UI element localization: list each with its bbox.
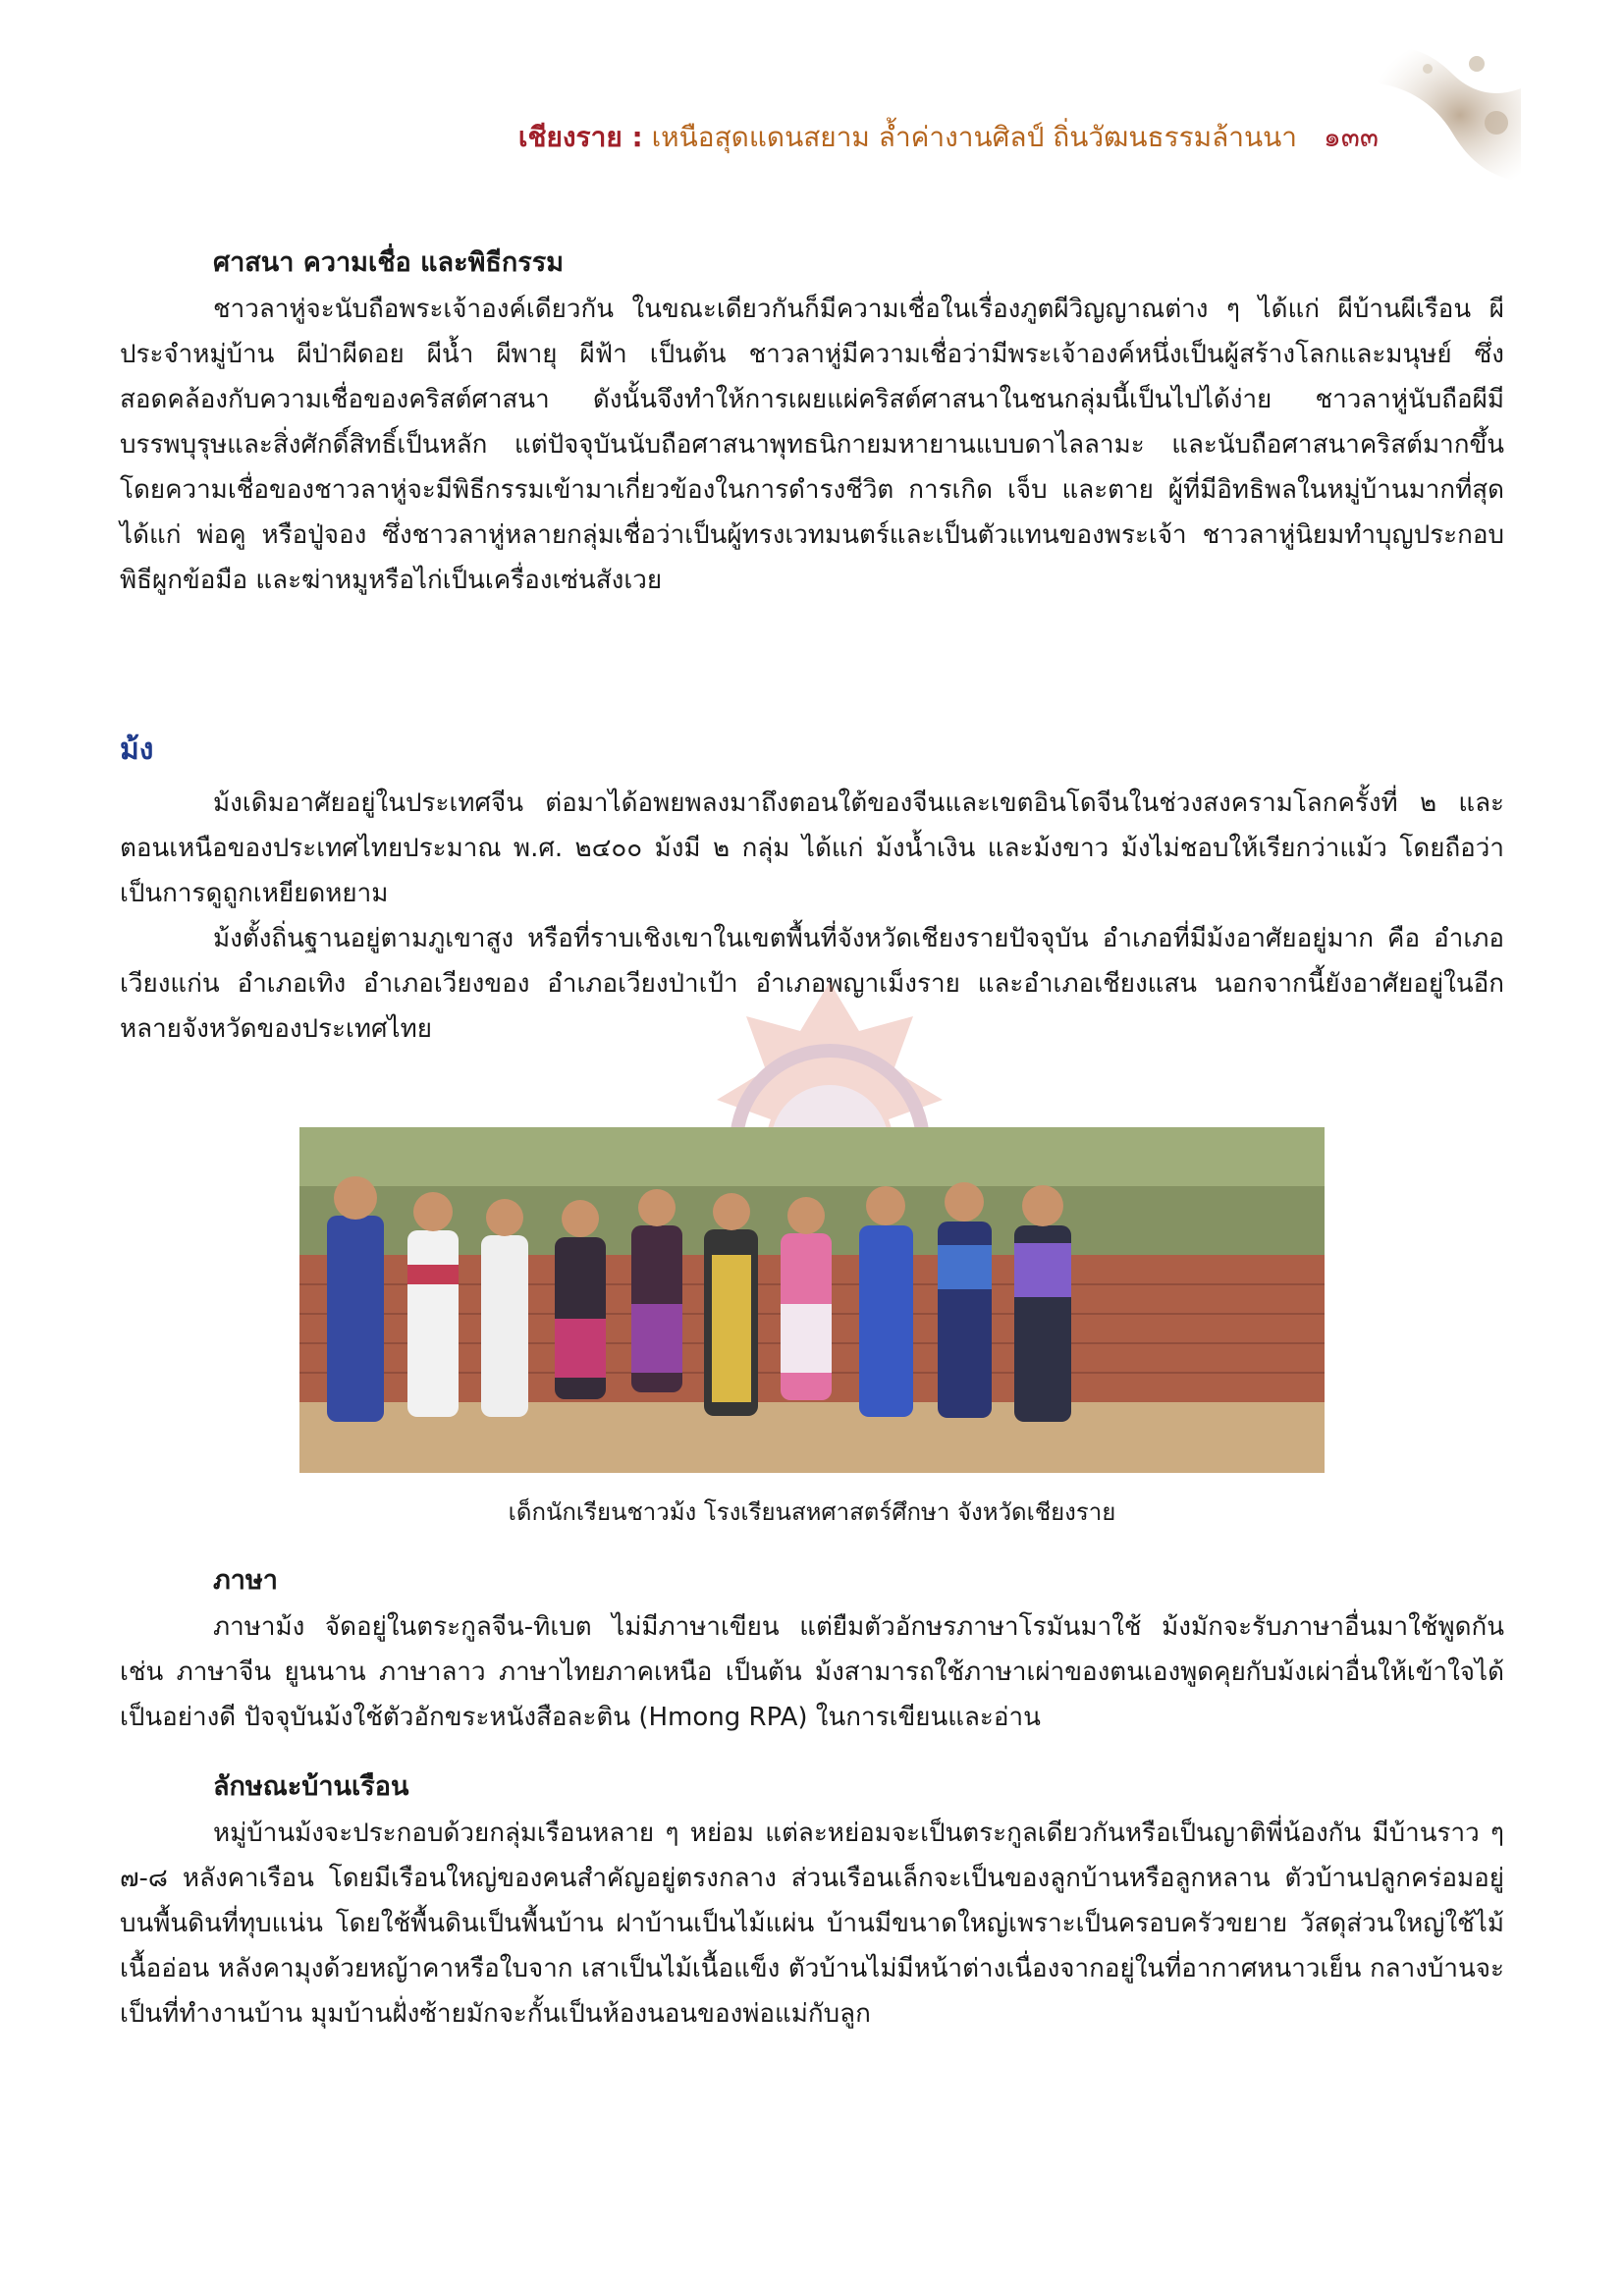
- language-paragraph: ภาษาม้ง จัดอยู่ในตระกูลจีน-ทิเบต ไม่มีภาษาเขียน แต่ยืมตัวอักษรภาษาโรมันมาใช้ ม้งมักจะรับภาษาอื่นมาใช้พูดกัน เช่น ภาษาจีน ยูนนาน ภาษาลาว ภาษาไทยภาคเหนือ เป็นต้น ม้งสามารถใช้ภาษาเผ่าของตนเองพูดคุยกับม้งเผ่าอื่นให้เข้าใจได้เป็นอย่างดี ปัจจุบันม้งใช้ตัวอักขระหนังสือละติน (Hmong RPA) ในการเขียนและอ่าน: [120, 1612, 1504, 1732]
- religion-section: [120, 244, 1504, 603]
- religion-heading: ศาสนา ความเชื่อ และพิธีกรรม: [213, 247, 565, 278]
- language-section: [120, 1561, 1504, 1740]
- corner-ornament-icon: [1359, 29, 1526, 187]
- running-header: [518, 116, 1379, 159]
- hmong-title: ม้ง: [120, 733, 154, 767]
- hmong-section-header: [120, 727, 1504, 773]
- hmong-paragraph-1: ม้งเดิมอาศัยอยู่ในประเทศจีน ต่อมาได้อพยพลงมาถึงตอนใต้ของจีนและเขตอินโดจีนในช่วงสงครามโลกครั้งที่ ๒ และตอนเหนือของประเทศไทยประมาณ พ.ศ. ๒๔๐๐ ม้งมี ๒ กลุ่ม ได้แก่ ม้งน้ำเงิน และม้งขาว ม้งไม่ชอบให้เรียกว่าแม้ว โดยถือว่าเป็นการดูถูกเหยียดหยาม: [120, 788, 1504, 908]
- housing-section: [120, 1767, 1504, 2037]
- religion-paragraph: ชาวลาหู่จะนับถือพระเจ้าองค์เดียวกัน ในขณะเดียวกันก็มีความเชื่อในเรื่องภูตผีวิญญาณต่าง ๆ ได้แก่ ผีบ้านผีเรือน ผีประจำหมู่บ้าน ผีป่าผีดอย ผีน้ำ ผีพายุ ผีฟ้า เป็นต้น ชาวลาหู่มีความเชื่อว่ามีพระเจ้าองค์หนึ่งเป็นผู้สร้างโลกและมนุษย์ ซึ่งสอดคล้องกับความเชื่อของคริสต์ศาสนา ดังนั้นจึงทำให้การเผยแผ่คริสต์ศาสนาในชนกลุ่มนี้เป็นไปได้ง่าย ชาวลาหู่นับถือผีมีบรรพบุรุษและสิ่งศักดิ์สิทธิ์เป็นหลัก แต่ปัจจุบันนับถือศาสนาพุทธนิกายมหายานแบบดาไลลามะ และนับถือศาสนาคริสต์มากขึ้น โดยความเชื่อของชาวลาหู่จะมีพิธีกรรมเข้ามาเกี่ยวข้องในการดำรงชีวิต การเกิด เจ็บ และตาย ผู้ที่มีอิทธิพลในหมู่บ้านมากที่สุด ได้แก่ พ่อคู หรือปู่จอง ซึ่งชาวลาหู่หลายกลุ่มเชื่อว่าเป็นผู้ทรงเวทมนตร์และเป็นตัวแทนของพระเจ้า ชาวลาหู่นิยมทำบุญประกอบพิธีผูกข้อมือ และฆ่าหมูหรือไก่เป็นเครื่องเซ่นสังเวย: [120, 295, 1504, 595]
- hmong-students-photo: [299, 1127, 1325, 1473]
- header-province: เชียงราย :: [517, 121, 643, 153]
- hmong-paragraph-2: ม้งตั้งถิ่นฐานอยู่ตามภูเขาสูง หรือที่ราบเชิงเขาในเขตพื้นที่จังหวัดเชียงรายปัจจุบัน อำเภอที่มีม้งอาศัยอยู่มาก คือ อำเภอเวียงแก่น อำเภอเทิง อำเภอเวียงของ อำเภอเวียงป่าเป้า อำเภอพญาเม็งราย และอำเภอเชียงแสน นอกจากนี้ยังอาศัยอยู่ในอีกหลายจังหวัดของประเทศไทย: [120, 924, 1504, 1044]
- photo-caption: เด็กนักเรียนชาวม้ง โรงเรียนสหศาสตร์ศึกษา จังหวัดเชียงราย: [508, 1498, 1116, 1526]
- housing-heading: ลักษณะบ้านเรือน: [213, 1771, 409, 1802]
- photo-illustration: [299, 1127, 1325, 1473]
- header-tagline: เหนือสุดแดนสยาม ล้ำค่างานศิลป์ ถิ่นวัฒนธรรมล้านนา: [651, 121, 1298, 153]
- page-number: ๑๓๓: [1323, 121, 1379, 153]
- housing-paragraph: หมู่บ้านม้งจะประกอบด้วยกลุ่มเรือนหลาย ๆ หย่อม แต่ละหย่อมจะเป็นตระกูลเดียวกันหรือเป็นญาติพี่น้องกัน มีบ้านราว ๆ ๗-๘ หลังคาเรือน โดยมีเรือนใหญ่ของคนสำคัญอยู่ตรงกลาง ส่วนเรือนเล็กจะเป็นของลูกบ้านหรือลูกหลาน ตัวบ้านปลูกคร่อมอยู่บนพื้นดินที่ทุบแน่น โดยใช้พื้นดินเป็นพื้นบ้าน ฝาบ้านเป็นไม้แผ่น บ้านมีขนาดใหญ่เพราะเป็นครอบครัวขยาย วัสดุส่วนใหญ่ใช้ไม้เนื้ออ่อน หลังคามุงด้วยหญ้าคาหรือใบจาก เสาเป็นไม้เนื้อแข็ง ตัวบ้านไม่มีหน้าต่างเนื่องจากอยู่ในที่อากาศหนาวเย็น กลางบ้านจะเป็นที่ทำงานบ้าน มุมบ้านฝั่งซ้ายมักจะกั้นเป็นห้องนอนของพ่อแม่กับลูก: [120, 1819, 1504, 2029]
- language-heading: ภาษา: [213, 1565, 278, 1596]
